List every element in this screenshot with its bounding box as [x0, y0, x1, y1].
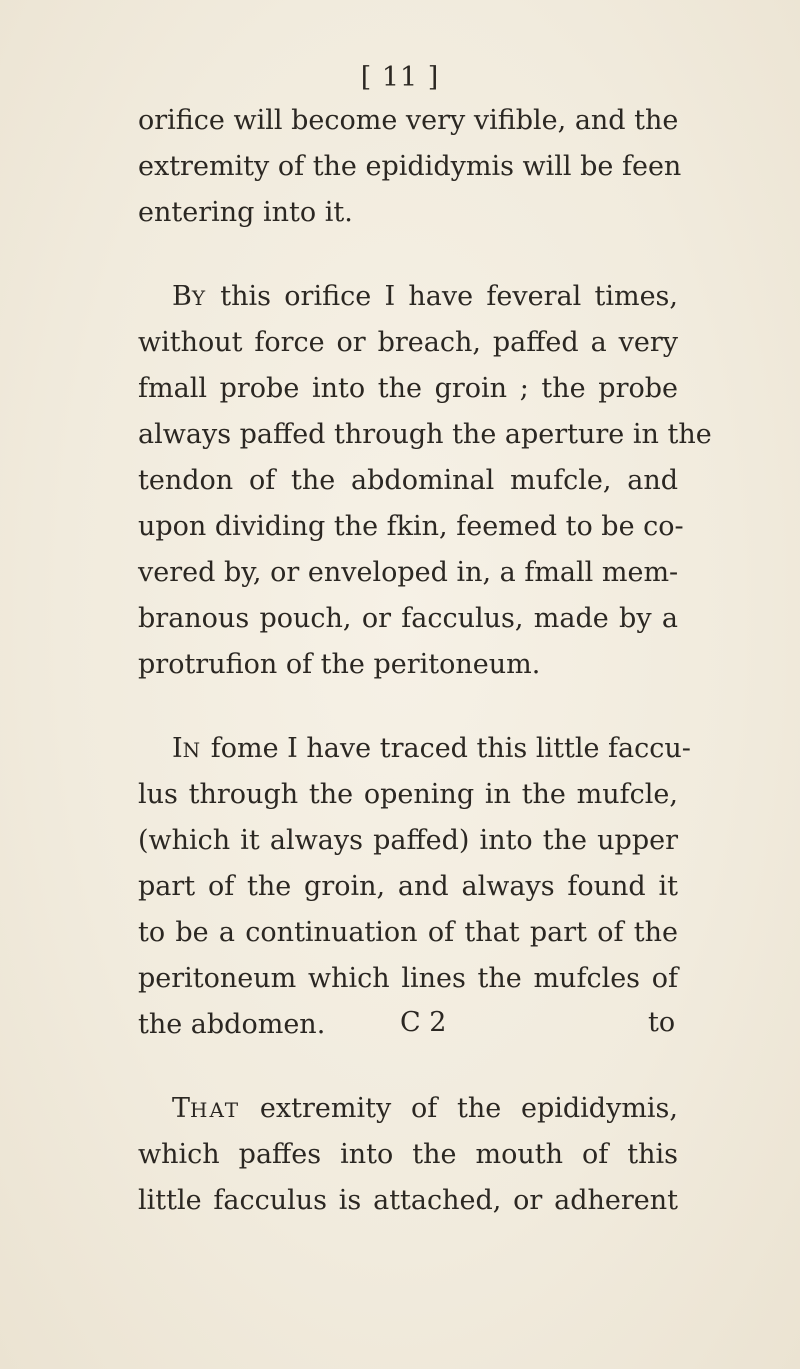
text-line: tendon of the abdominal mufcle, and [138, 465, 678, 496]
text-line-rest: fome I have traced this little faccu- [202, 733, 691, 764]
text-line: lus through the opening in the mufcle, [138, 779, 678, 810]
text-line: part of the groin, and always found it [138, 871, 678, 902]
lead-initial: I [172, 733, 183, 764]
text-line: (which it always paffed) into the upper [138, 825, 678, 856]
text-line: which paffes into the mouth of this [138, 1139, 678, 1170]
text-line: fmall probe into the groin ; the probe [138, 373, 678, 404]
text-line: entering into it. [138, 197, 353, 228]
text-line [138, 274, 678, 320]
text-line: extremity of the epididymis will be feen [138, 151, 682, 182]
text-line-rest: this orifice I have feveral times, [207, 281, 678, 312]
text-line: always paffed through the aperture in the [138, 419, 712, 450]
lead-initial: T [172, 1093, 191, 1124]
catchword: to [648, 1007, 676, 1038]
signature-mark: C 2 [400, 1007, 447, 1038]
lead-initial: B [172, 281, 192, 312]
lead-small-caps: N [182, 738, 203, 762]
text-line: orifice will become very vifible, and the [138, 105, 679, 136]
lead-small-caps: Y [191, 286, 208, 310]
paragraph-4 [138, 1086, 678, 1224]
text-line: little facculus is attached, or adherent [138, 1185, 678, 1216]
paragraph-2 [138, 274, 712, 688]
text-line: peritoneum which lines the mufcles of [138, 963, 678, 994]
text-line: to be a continuation of that part of the [138, 917, 678, 948]
page-body-text [138, 98, 712, 1224]
page-number-header: [ 11 ] [360, 62, 440, 93]
text-line [138, 726, 691, 772]
text-line: vered by, or enveloped in, a fmall mem- [138, 557, 679, 588]
text-line-rest: extremity of the epididymis, [240, 1093, 678, 1124]
lead-small-caps: HAT [190, 1098, 241, 1122]
page-footer [0, 1000, 800, 1046]
paragraph-1 [138, 98, 682, 236]
text-line: upon dividing the fkin, feemed to be co- [138, 511, 684, 542]
text-line: protrufion of the peritoneum. [138, 649, 541, 680]
text-line: without force or breach, paffed a very [138, 327, 678, 358]
text-line [138, 1086, 678, 1132]
text-line: branous pouch, or facculus, made by a [138, 603, 678, 634]
text-line: the abdomen. [138, 1009, 326, 1040]
